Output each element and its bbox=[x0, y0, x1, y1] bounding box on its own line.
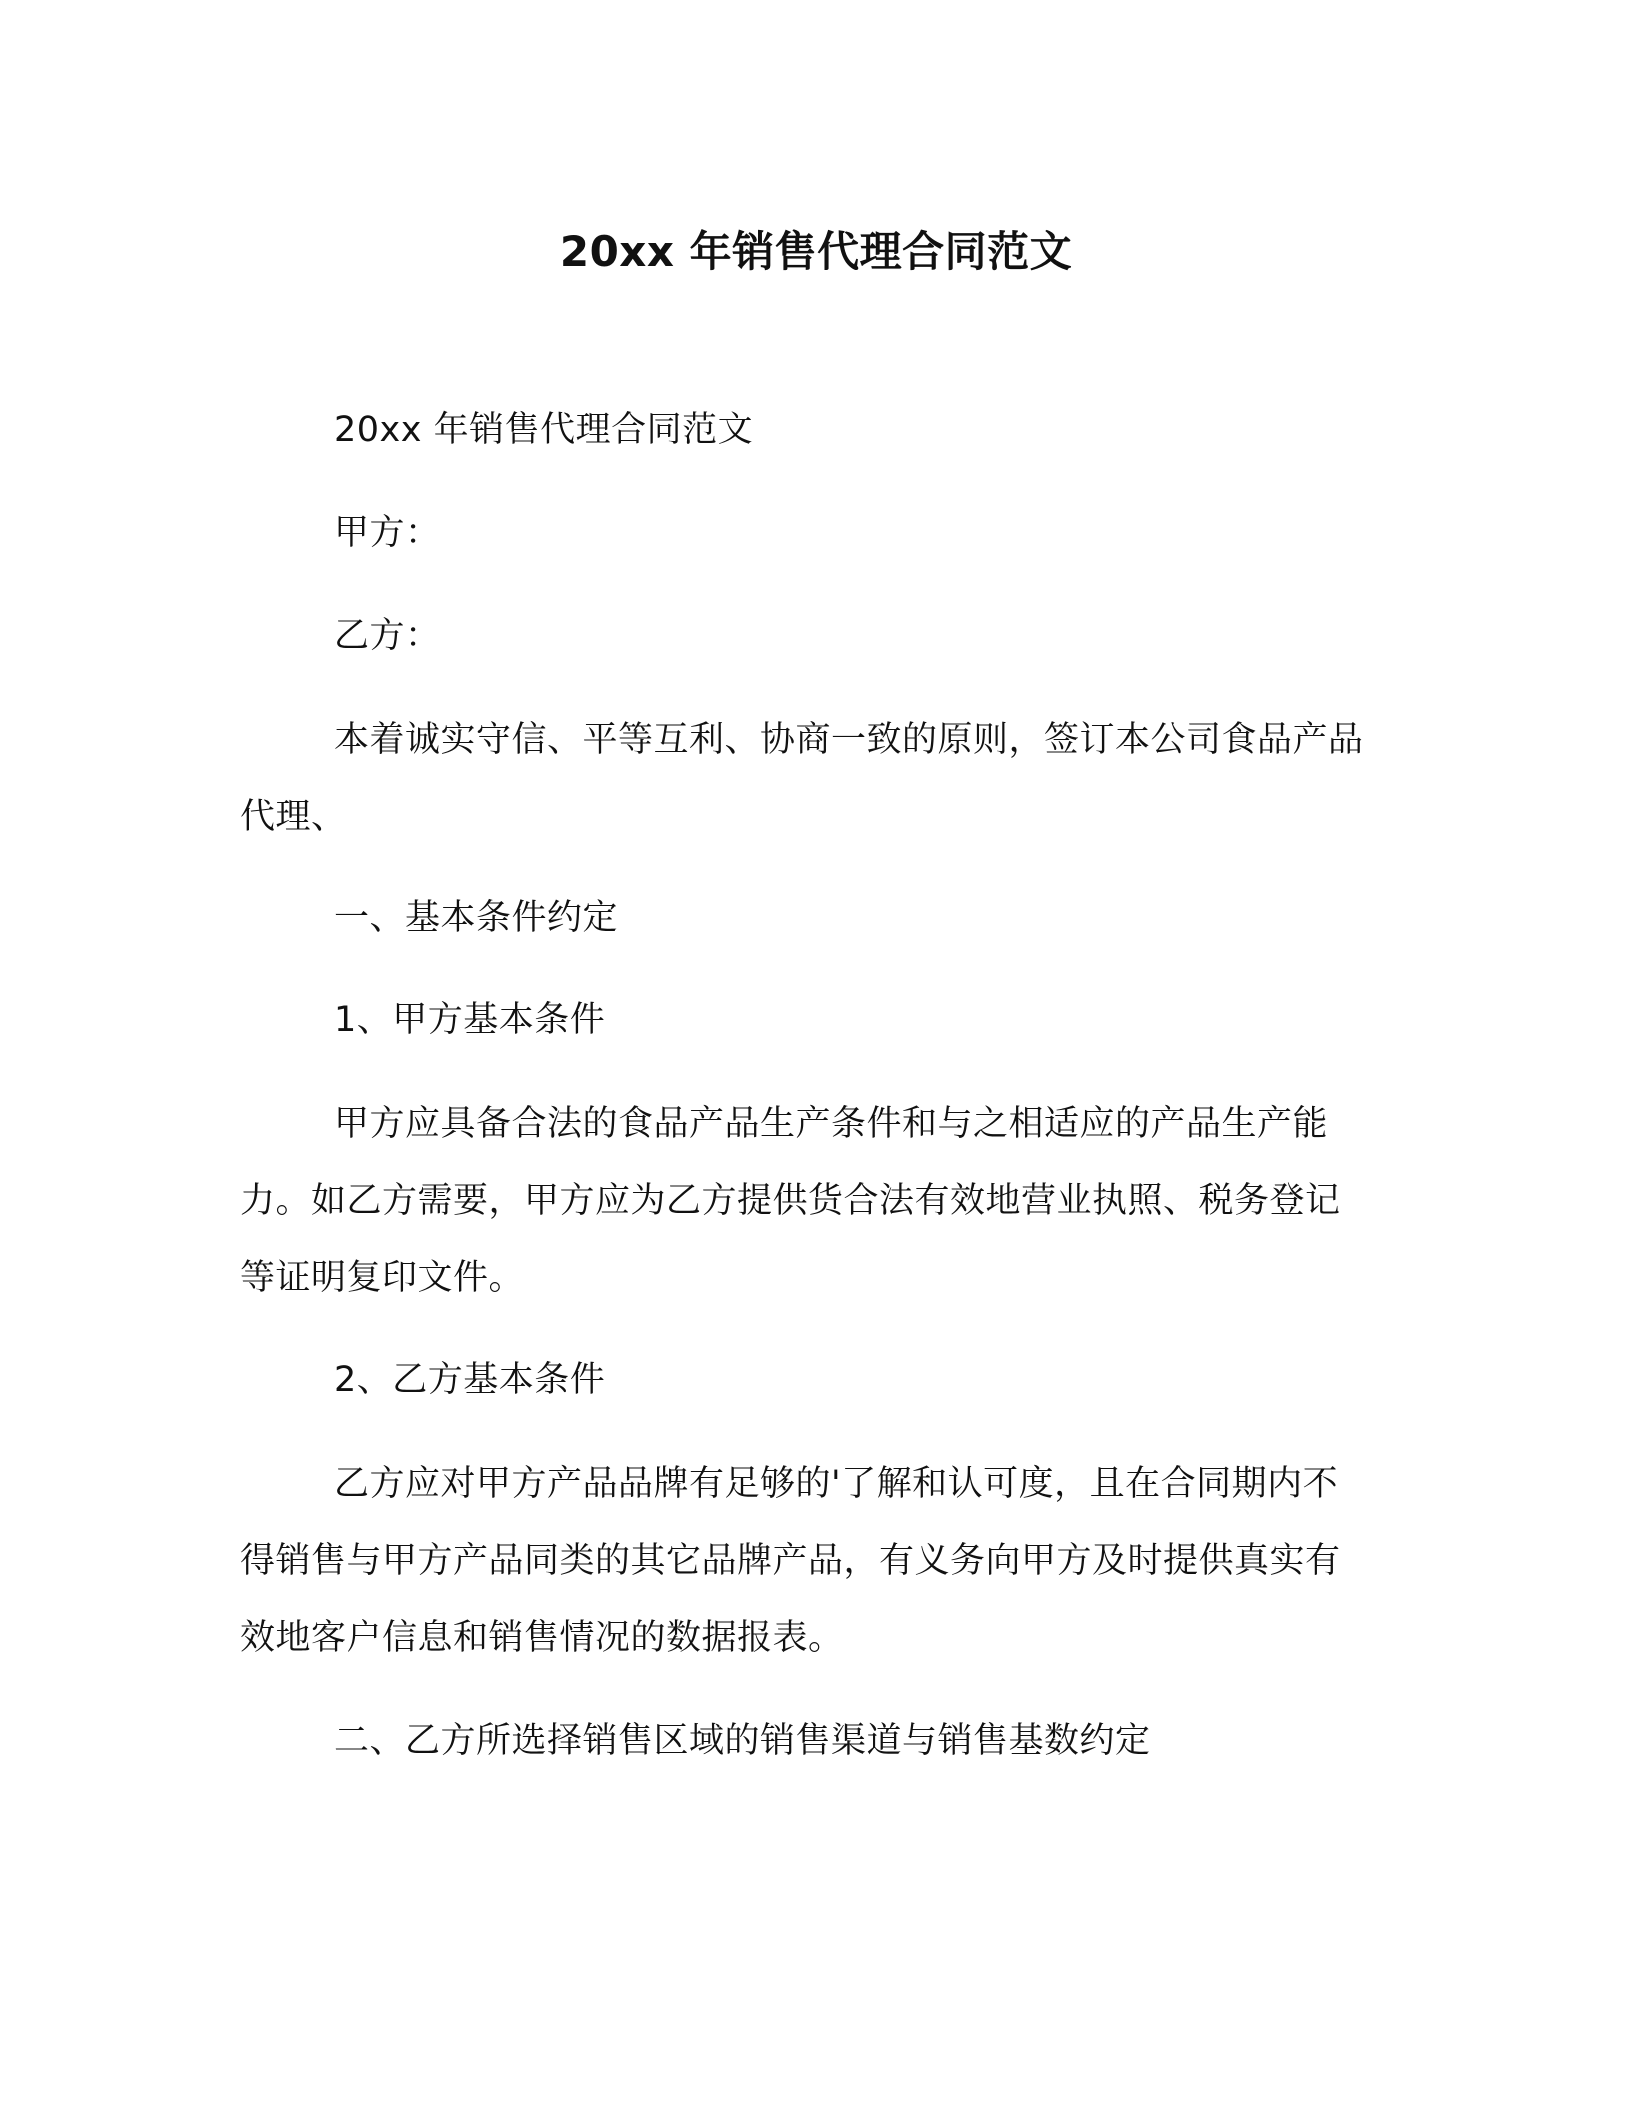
paragraph-subtitle: 20xx 年销售代理合同范文 bbox=[334, 410, 754, 450]
paragraph-party-a: 甲方： bbox=[334, 513, 441, 553]
heading-party-a-conditions: 1、甲方基本条件 bbox=[334, 1000, 606, 1040]
heading-sales-channels: 二、乙方所选择销售区域的销售渠道与销售基数约定 bbox=[334, 1721, 1151, 1761]
document-title: 20xx 年销售代理合同范文 bbox=[559, 227, 1073, 276]
paragraph-party-a-conditions: 甲方应具备合法的食品产品生产条件和与之相适应的产品生产能力。如乙方需要，甲方应为乙方提供货合法有效地营业执照、税务登记等证明复印文件。 bbox=[240, 1104, 1341, 1298]
paragraph-preamble: 本着诚实守信、平等互利、协商一致的原则，签订本公司食品产品代理、 bbox=[240, 720, 1364, 837]
heading-basic-conditions: 一、基本条件约定 bbox=[334, 898, 619, 938]
paragraph-party-b-conditions: 乙方应对甲方产品品牌有足够的'了解和认可度，且在合同期内不得销售与甲方产品同类的其它品牌产品，有义务向甲方及时提供真实有效地客户信息和销售情况的数据报表。 bbox=[240, 1464, 1341, 1658]
paragraph-party-b: 乙方： bbox=[334, 616, 441, 656]
heading-party-b-conditions: 2、乙方基本条件 bbox=[334, 1360, 606, 1400]
